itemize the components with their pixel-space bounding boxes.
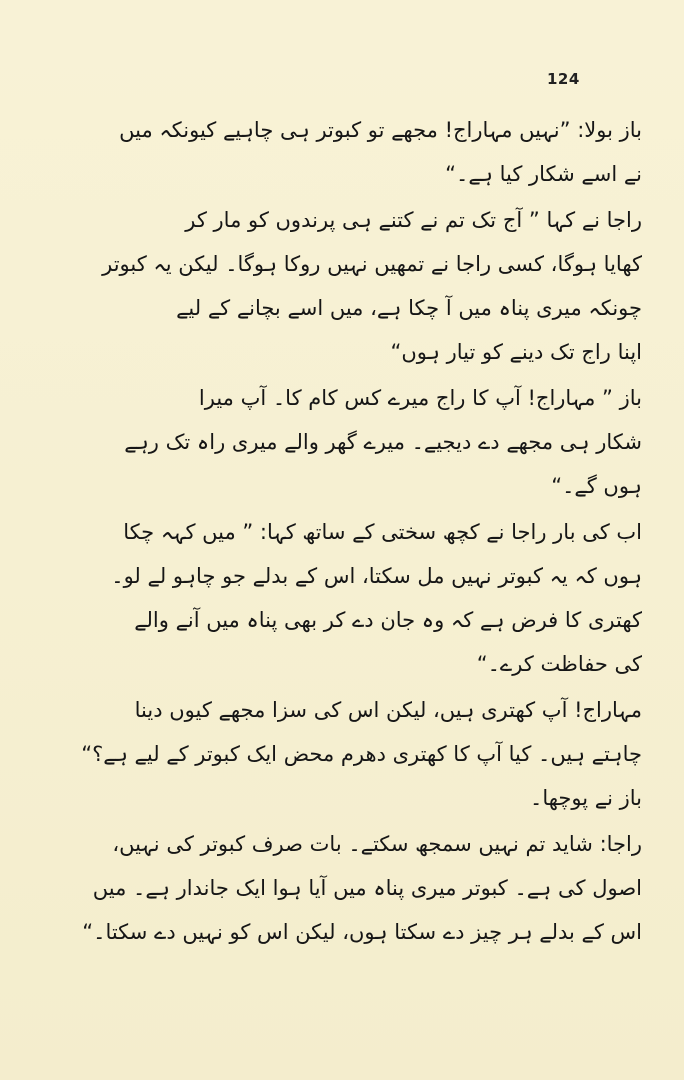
body-text: [22, 108, 642, 954]
text-line: باز ” مہاراج! آپ کا راج میرے کس کام کا۔ آپ میرا: [198, 386, 642, 410]
text-line: اپنا راج تک دینے کو تیار ہوں“: [390, 340, 642, 364]
text-line: ہوں کہ یہ کبوتر نہیں مل سکتا، اس کے بدلے جو چاہو لے لو۔: [111, 564, 642, 588]
text-line: اس کے بدلے ہر چیز دے سکتا ہوں، لیکن اس کو نہیں دے سکتا۔“: [82, 920, 642, 944]
text-line: ہوں گے۔“: [551, 474, 642, 498]
text-line: راجا نے کہا ” آج تک تم نے کتنے ہی پرندوں کو مار کر: [185, 208, 642, 232]
text-line: چونکہ میری پناہ میں آ چکا ہے، میں اسے بچانے کے لیے: [176, 296, 642, 320]
text-line: چاہتے ہیں۔ کیا آپ کا کھتری دھرم محض ایک کبوتر کے لیے ہے؟“: [81, 742, 642, 766]
text-line: نے اسے شکار کیا ہے۔“: [445, 162, 642, 186]
text-line: باز بولا: ”نہیں مہاراج! مجھے تو کبوتر ہی چاہیے کیونکہ میں: [119, 118, 642, 142]
page-number: 124: [547, 70, 580, 88]
text-line: کھایا ہوگا، کسی راجا نے تمھیں نہیں روکا ہوگا۔ لیکن یہ کبوتر: [102, 252, 642, 276]
text-line: راجا: شاید تم نہیں سمجھ سکتے۔ بات صرف کبوتر کی نہیں،: [112, 832, 642, 856]
text-line: مہاراج! آپ کھتری ہیں، لیکن اس کی سزا مجھے کیوں دینا: [134, 698, 642, 722]
text-line: باز نے پوچھا۔: [530, 786, 642, 810]
text-line: اصول کی ہے۔ کبوتر میری پناہ میں آیا ہوا ایک جاندار ہے۔ میں: [92, 876, 642, 900]
text-line: کی حفاظت کرے۔“: [476, 652, 642, 676]
text-line: کھتری کا فرض ہے کہ وہ جان دے کر بھی پناہ میں آنے والے: [134, 608, 642, 632]
text-line: اب کی بار راجا نے کچھ سختی کے ساتھ کہا: ” میں کہہ چکا: [123, 520, 642, 544]
text-line: شکار ہی مجھے دے دیجیے۔ میرے گھر والے میری راہ تک رہے: [124, 430, 642, 454]
